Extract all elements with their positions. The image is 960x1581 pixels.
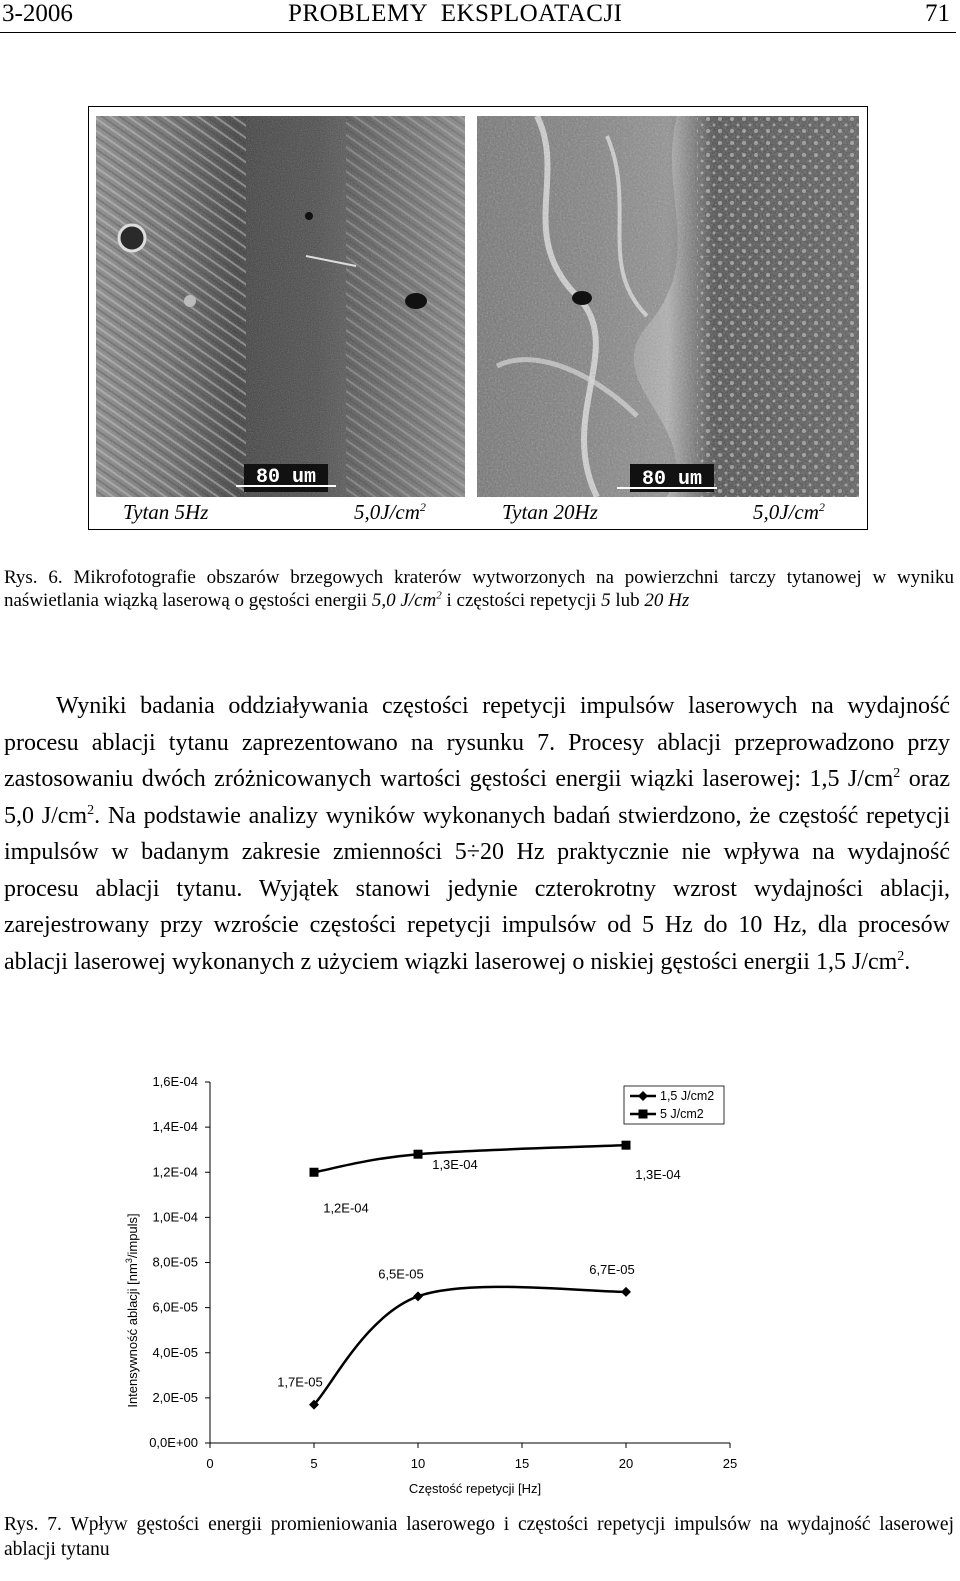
scale-bar-label-1: 80 um (255, 466, 317, 489)
micrograph-20hz (477, 116, 859, 497)
caption-20hz-material: Tytan 20Hz (502, 500, 598, 524)
y-tick-label: 1,4E-04 (152, 1119, 198, 1135)
legend-entry: 1,5 J/cm2 (660, 1089, 715, 1103)
legend-entry: 5 J/cm2 (660, 1107, 704, 1121)
issue-number: 3-2006 (2, 0, 73, 27)
data-label: 6,7E-05 (589, 1261, 635, 1277)
y-tick-label: 1,0E-04 (152, 1209, 198, 1225)
body-paragraph: Wyniki badania oddziaływania częstości repetycji impulsów laserowych na wydajność procesu ablacji tytanu zaprezentowano na rysunku 7. Procesy ablacji przeprowadzono przy zastosowaniu dwóch zróżnicowanych wartości gęstości energii wiązki laserowej: 1,5 $J/cm^2$ oraz 5,0 $J/cm^2$. Na podstawie analizy wyników wykonanych badań stwierdzono, że częstość repetycji impulsów w badanym zakresie zmienności 5÷20 Hz praktycznie nie wpływa na wydajność procesu ablacji tytanu. Wyjątek stanowi jedynie czterokrotny wzrost wydajności ablacji, zarejestrowany przy wzroście częstości repetycji impulsów od 5 Hz do 10 Hz, dla procesów ablacji laserowej wykonanych z użyciem wiązki laserowej o niskiej gęstości energii 1,5 $J/cm^2$. (4, 693, 951, 975)
y-tick-label: 4,0E-05 (152, 1344, 198, 1360)
data-point (622, 1141, 631, 1150)
data-label: 1,2E-04 (323, 1200, 369, 1216)
y-tick-label: 1,6E-04 (152, 1074, 198, 1089)
x-tick-label: 15 (514, 1456, 530, 1471)
series-line-1 (314, 1287, 626, 1405)
micrograph-5hz (96, 116, 465, 497)
y-tick-label: 8,0E-05 (152, 1254, 198, 1270)
data-point (414, 1150, 423, 1159)
x-tick-label: 25 (722, 1456, 738, 1471)
x-tick-label: 10 (410, 1456, 426, 1471)
y-axis-label: Intensywność ablacji $[nm^3/impuls]$ (124, 1213, 140, 1408)
x-tick-label: 20 (618, 1456, 634, 1471)
running-header (0, 0, 956, 33)
page-number: 71 (925, 0, 950, 27)
data-point (621, 1287, 631, 1297)
figure-6-caption: Rys. 6. Mikrofotografie obszarów brzegowych kraterów wytworzonych na powierzchni tarczy tytanowej w wyniku naświetlania wiązką laserową o gęstości energii 5,0 $J/cm^2$ i częstości repetycji 5 lub 20 Hz (4, 567, 955, 611)
data-label: 6,5E-05 (378, 1266, 424, 1282)
data-point (310, 1168, 319, 1177)
figure-7-caption: Rys. 7. Wpływ gęstości energii promieniowania laserowego i częstości repetycji impulsów na wydajność laserowej ablacji tytanu (4, 1514, 954, 1560)
data-label: 1,3E-04 (432, 1157, 478, 1173)
data-label: 1,7E-05 (277, 1374, 323, 1390)
caption-20hz-fluence: $5,0J/cm^2$ (753, 500, 825, 524)
y-tick-label: 6,0E-05 (152, 1299, 198, 1315)
figure-6 (88, 106, 868, 530)
journal-title: PROBLEMY EKSPLOATACJI (288, 0, 623, 27)
data-label: 1,3E-04 (635, 1167, 681, 1183)
y-tick-label: 0,0E+00 (149, 1435, 198, 1450)
y-tick-label: 1,2E-04 (152, 1164, 198, 1180)
figure-7-chart (0, 1060, 960, 1500)
x-tick-label: 0 (206, 1456, 214, 1471)
scale-bar-label-2: 80 um (641, 468, 703, 491)
caption-5hz-fluence: $5,0J/cm^2$ (354, 500, 426, 524)
data-point (413, 1291, 423, 1301)
x-axis-label: Częstość repetycji [Hz] (408, 1481, 542, 1496)
y-tick-label: 2,0E-05 (152, 1389, 198, 1405)
legend-swatch-marker (639, 1110, 648, 1119)
x-tick-label: 5 (310, 1456, 318, 1471)
caption-5hz-material: Tytan 5Hz (123, 500, 209, 524)
